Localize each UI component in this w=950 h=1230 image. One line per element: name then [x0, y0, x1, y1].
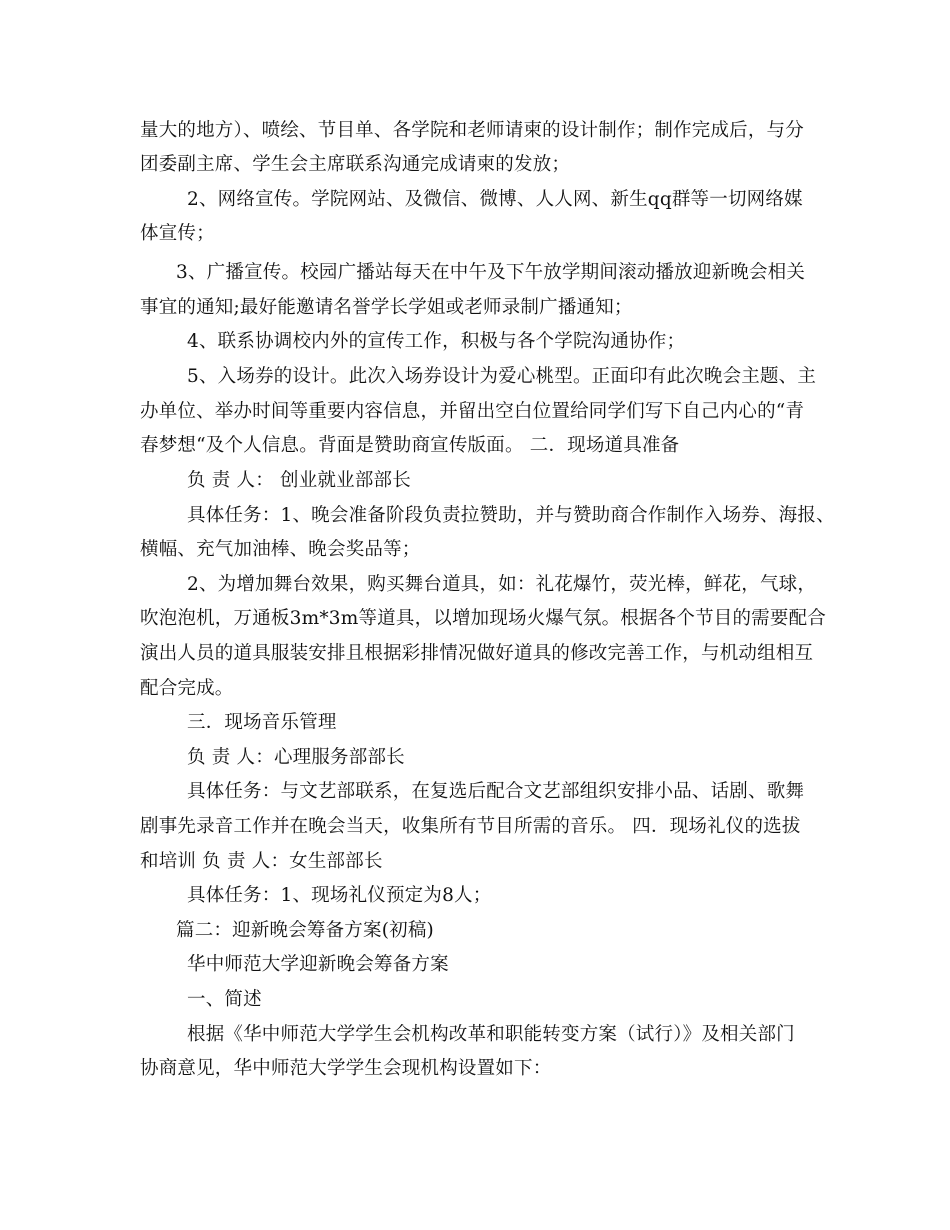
text-line: 三．现场音乐管理 [187, 712, 337, 733]
text-line: 体宣传； [140, 223, 215, 244]
text-line: 具体任务：与文艺部联系，在复选后配合文艺部组织安排小品、话剧、歌舞 [187, 781, 805, 802]
text-line: 横幅、充气加油棒、晚会奖品等； [140, 539, 421, 560]
text-line: 剧事先录音工作并在晚会当天，收集所有节目所需的音乐。 四．现场礼仪的选拔 [140, 816, 801, 837]
text-line: 篇二：迎新晚会筹备方案(初稿) [176, 920, 434, 941]
text-line: 事宜的通知;最好能邀请名誉学长学姐或老师录制广播通知； [140, 297, 633, 318]
text-line: 华中师范大学迎新晚会筹备方案 [187, 954, 449, 975]
text-line: 吹泡泡机，万通板3m*3m等道具，以增加现场火爆气氛。根据各个节目的需要配合 [140, 608, 826, 629]
text-line: 2、网络宣传。学院网站、及微信、微博、人人网、新生qq群等一切网络媒 [187, 189, 803, 210]
text-line: 办单位、举办时间等重要内容信息，并留出空白位置给同学们写下自己内心的“青 [140, 401, 805, 422]
text-line: 2、为增加舞台效果，购买舞台道具，如：礼花爆竹，荧光棒，鲜花，气球， [187, 574, 817, 595]
text-line: 根据《华中师范大学学生会机构改革和职能转变方案（试行）》及相关部门 [187, 1024, 795, 1045]
text-line: 和培训 负 责 人：女生部部长 [140, 851, 383, 872]
text-line: 一、简述 [187, 989, 262, 1010]
text-line: 协商意见，华中师范大学学生会现机构设置如下： [140, 1058, 552, 1079]
text-line: 量大的地方）、喷绘、节目单、各学院和老师请柬的设计制作；制作完成后，与分 [140, 120, 804, 141]
text-line: 配合完成。 [140, 678, 234, 699]
text-line: 春梦想“及个人信息。背面是赞助商宣传版面。 二．现场道具准备 [140, 435, 680, 456]
text-line: 5、入场券的设计。此次入场券设计为爱心桃型。正面印有此次晚会主题、主 [187, 366, 817, 387]
text-line: 演出人员的道具服装安排且根据彩排情况做好道具的修改完善工作，与机动组相互 [140, 643, 814, 664]
text-line: 3、广播宣传。校园广播站每天在中午及下午放学期间滚动播放迎新晚会相关 [176, 262, 806, 283]
text-line: 具体任务：1、现场礼仪预定为8人； [187, 885, 492, 906]
text-line: 团委副主席、学生会主席联系沟通完成请柬的发放； [140, 154, 571, 175]
text-line: 负 责 人： 创业就业部部长 [187, 470, 411, 491]
text-line: 具体任务：1、晚会准备阶段负责拉赞助，并与赞助商合作制作入场券、海报、 [187, 505, 835, 526]
text-line: 负 责 人：心理服务部部长 [187, 747, 405, 768]
text-line: 4、联系协调校内外的宣传工作，积极与各个学院沟通协作； [187, 331, 686, 352]
